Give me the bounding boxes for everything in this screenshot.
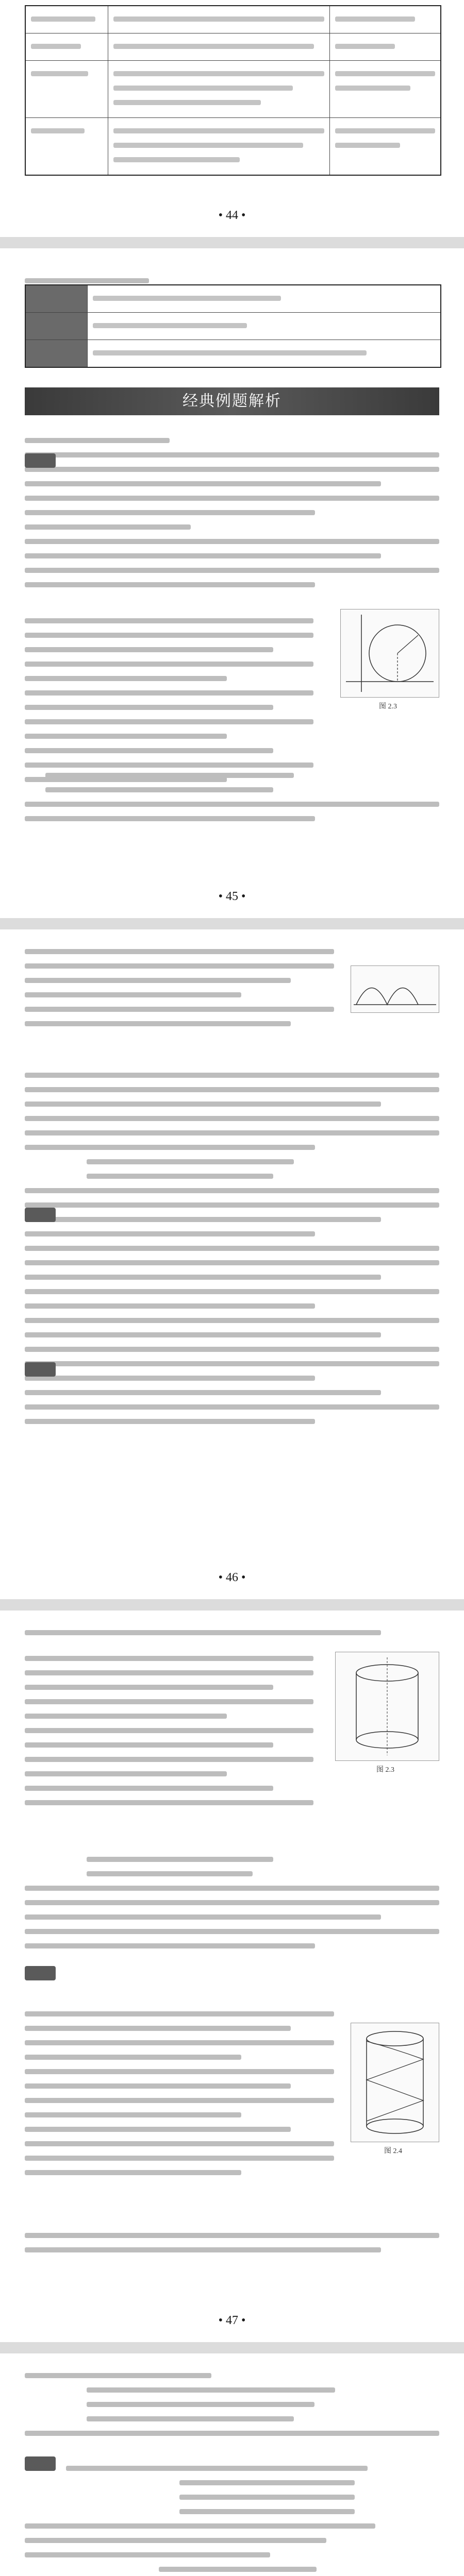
formula-block: [25, 1848, 439, 1958]
example-text-block: [25, 429, 439, 597]
page-number: • 44 •: [218, 209, 246, 222]
table-row: [26, 118, 440, 175]
page-45: [0, 248, 464, 918]
page-divider: [0, 918, 464, 929]
summary-table-top: [25, 5, 441, 176]
page-divider: [0, 237, 464, 248]
page-48: [0, 2353, 464, 2576]
figure-circle-rolling: [340, 609, 439, 698]
example-text-block: [25, 2456, 375, 2576]
figure-caption: 图 2.3: [379, 703, 397, 710]
example-text-block: [25, 1063, 439, 1433]
figure-caption: 图 2.4: [384, 2147, 402, 2155]
page-number: • 45 •: [218, 890, 246, 903]
key-points-table: [25, 284, 441, 368]
figure-helix: [351, 2023, 439, 2142]
page-divider: [0, 2342, 464, 2353]
page-46: [0, 929, 464, 1599]
figure-cylinder: [335, 1652, 439, 1761]
example-tag: [25, 1362, 56, 1377]
intro-text-block: [25, 1621, 439, 1645]
solution-text-block: [25, 2002, 334, 2184]
example-tag: [25, 1208, 56, 1222]
vector-text-block: [25, 2364, 439, 2445]
figure-caption: 图 2.3: [376, 1766, 394, 1774]
page-47: [0, 1611, 464, 2342]
example-text-block: [25, 1647, 313, 1815]
table-row: [26, 33, 440, 61]
page-number: • 46 •: [218, 1571, 246, 1584]
page-number: • 47 •: [218, 2314, 246, 2327]
examples-banner: 经典例题解析: [25, 387, 439, 415]
formula-block: [25, 764, 439, 831]
page-44: [0, 0, 464, 237]
table-row: [26, 340, 440, 367]
example-tag: [25, 1966, 56, 1980]
figure-cycloid: [351, 965, 439, 1013]
table-row: [26, 61, 440, 118]
table-row: [26, 6, 440, 33]
page-divider: [0, 1599, 464, 1611]
example-tag: [25, 453, 56, 468]
closing-text-block: [25, 2224, 439, 2262]
derivation-text-block: [25, 940, 334, 1036]
table-row: [26, 313, 440, 340]
table-row: [26, 285, 440, 313]
